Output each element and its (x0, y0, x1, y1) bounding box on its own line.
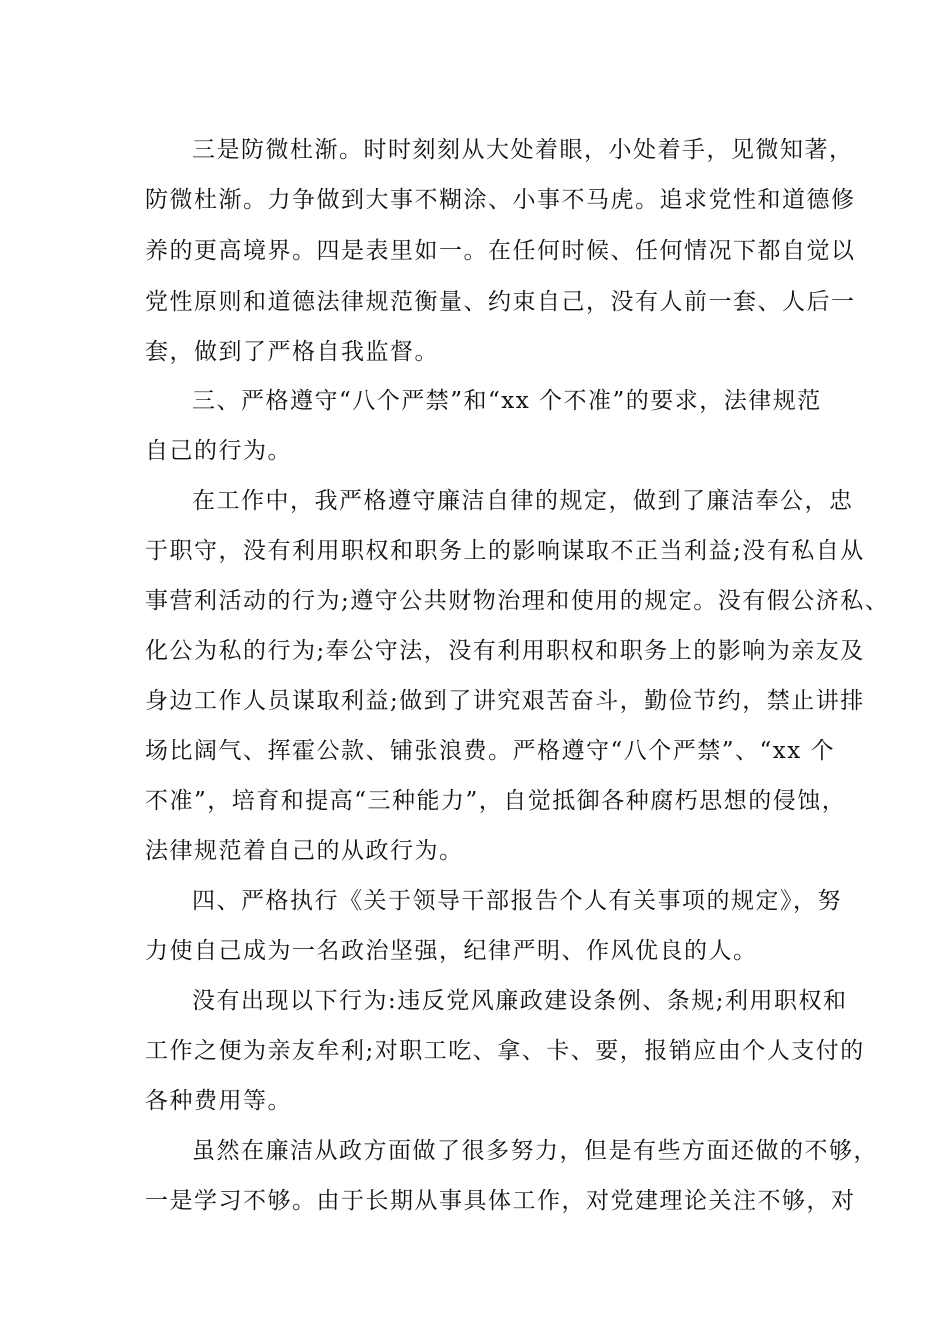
text-line: 在工作中，我严格遵守廉洁自律的规定，做到了廉洁奉公，忠 (192, 488, 854, 514)
text-line: 不准”，培育和提高“三种能力”，自觉抵御各种腐朽思想的侵蚀， (145, 788, 847, 814)
text-line: 三是防微杜渐。时时刻刻从大处着眼，小处着手，见微知著， (192, 137, 854, 163)
text-line: 事营利活动的行为;遵守公共财物治理和使用的规定。没有假公济私、 (145, 588, 890, 614)
text-line: 虽然在廉洁从政方面做了很多努力，但是有些方面还做的不够， (192, 1138, 878, 1164)
text-line: 法律规范着自己的从政行为。 (145, 838, 464, 864)
text-line: 一是学习不够。由于长期从事具体工作，对党建理论关注不够，对 (145, 1188, 856, 1214)
text-line: 工作之便为亲友牟利;对职工吃、拿、卡、要，报销应由个人支付的 (145, 1038, 865, 1064)
text-line: 养的更高境界。四是表里如一。在任何时候、任何情况下都自觉以 (145, 238, 856, 264)
text-line: 自己的行为。 (145, 438, 292, 464)
text-line: 四、严格执行《关于领导干部报告个人有关事项的规定》，努 (192, 888, 842, 914)
text-line: 套，做到了严格自我监督。 (145, 339, 439, 365)
text-line: 身边工作人员谋取利益;做到了讲究艰苦奋斗，勤俭节约，禁止讲排 (145, 688, 865, 714)
text-line: 化公为私的行为;奉公守法，没有利用职权和职务上的影响为亲友及 (145, 638, 865, 664)
text-line: 没有出现以下行为:违反党风廉政建设条例、条规;利用职权和 (192, 988, 848, 1014)
text-line: 防微杜渐。力争做到大事不糊涂、小事不马虎。追求党性和道德修 (145, 187, 856, 213)
text-line: 三、严格遵守“八个严禁”和“xx 个不准”的要求，法律规范 (192, 388, 822, 414)
text-line: 各种费用等。 (145, 1088, 292, 1114)
text-line: 力使自己成为一名政治坚强，纪律严明、作风优良的人。 (145, 938, 758, 964)
text-line: 党性原则和道德法律规范衡量、约束自己，没有人前一套、人后一 (145, 289, 856, 315)
text-line: 场比阔气、挥霍公款、铺张浪费。严格遵守“八个严禁”、“xx 个 (145, 738, 836, 764)
text-line: 于职守，没有利用职权和职务上的影响谋取不正当利益;没有私自从 (145, 538, 865, 564)
